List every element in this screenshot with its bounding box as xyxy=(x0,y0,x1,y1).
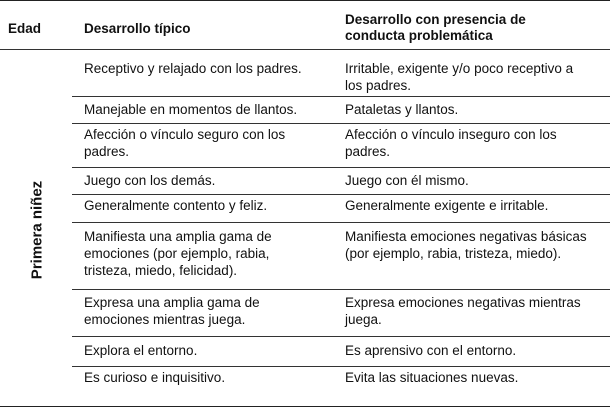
age-group-label xyxy=(13,60,61,400)
header-rule xyxy=(0,49,610,50)
header-typical: Desarrollo típico xyxy=(84,21,191,36)
typical-cell-line: Manifiesta una amplia gama de xyxy=(84,229,272,244)
row-separator xyxy=(72,366,610,367)
typical-cell-line: emociones mientras juega. xyxy=(84,312,246,327)
problem-cell-line: Manifiesta emociones negativas básicas xyxy=(345,229,587,244)
problem-cell-line: Afección o vínculo inseguro con los xyxy=(345,127,557,142)
row-separator xyxy=(72,222,610,223)
problem-cell-line: Pataletas y llantos. xyxy=(345,102,459,117)
typical-cell-line: Es curioso e inquisitivo. xyxy=(84,370,226,385)
table-bottom-rule xyxy=(0,406,610,407)
problem-cell-line: Evita las situaciones nuevas. xyxy=(345,370,519,385)
row-separator xyxy=(72,289,610,290)
problem-cell-line: juega. xyxy=(345,312,382,327)
header-problem-line2: conducta problemática xyxy=(345,28,493,43)
typical-cell-line: Explora el entorno. xyxy=(84,343,198,358)
problem-cell-line: Generalmente exigente e irritable. xyxy=(345,198,549,213)
row-separator xyxy=(72,194,610,195)
problem-cell-line: Juego con él mismo. xyxy=(345,173,469,188)
typical-cell-line: Afección o vínculo seguro con los xyxy=(84,127,286,142)
age-group-text: Primera niñez xyxy=(28,180,46,280)
problem-cell-line: Irritable, exigente y/o poco receptivo a xyxy=(345,61,574,76)
typical-cell-line: Generalmente contento y feliz. xyxy=(84,198,268,213)
typical-cell-line: padres. xyxy=(84,144,130,159)
row-separator xyxy=(72,123,610,124)
typical-cell-line: Manejable en momentos de llantos. xyxy=(84,102,298,117)
row-separator xyxy=(72,96,610,97)
table-top-rule xyxy=(0,0,610,1)
problem-cell-line: los padres. xyxy=(345,78,412,93)
row-separator xyxy=(72,336,610,337)
problem-cell-line: (por ejemplo, rabia, tristeza, miedo). xyxy=(345,246,562,261)
problem-cell-line: padres. xyxy=(345,144,391,159)
header-problem-line1: Desarrollo con presencia de xyxy=(345,12,526,27)
problem-cell-line: Es aprensivo con el entorno. xyxy=(345,343,517,358)
typical-cell-line: Receptivo y relajado con los padres. xyxy=(84,61,302,76)
problem-cell-line: Expresa emociones negativas mientras xyxy=(345,295,581,310)
typical-cell-line: emociones (por ejemplo, rabia, xyxy=(84,246,270,261)
typical-cell-line: Expresa una amplia gama de xyxy=(84,295,260,310)
row-separator xyxy=(72,167,610,168)
header-age: Edad xyxy=(8,21,42,36)
typical-cell-line: tristeza, miedo, felicidad). xyxy=(84,263,238,278)
typical-cell-line: Juego con los demás. xyxy=(84,173,216,188)
